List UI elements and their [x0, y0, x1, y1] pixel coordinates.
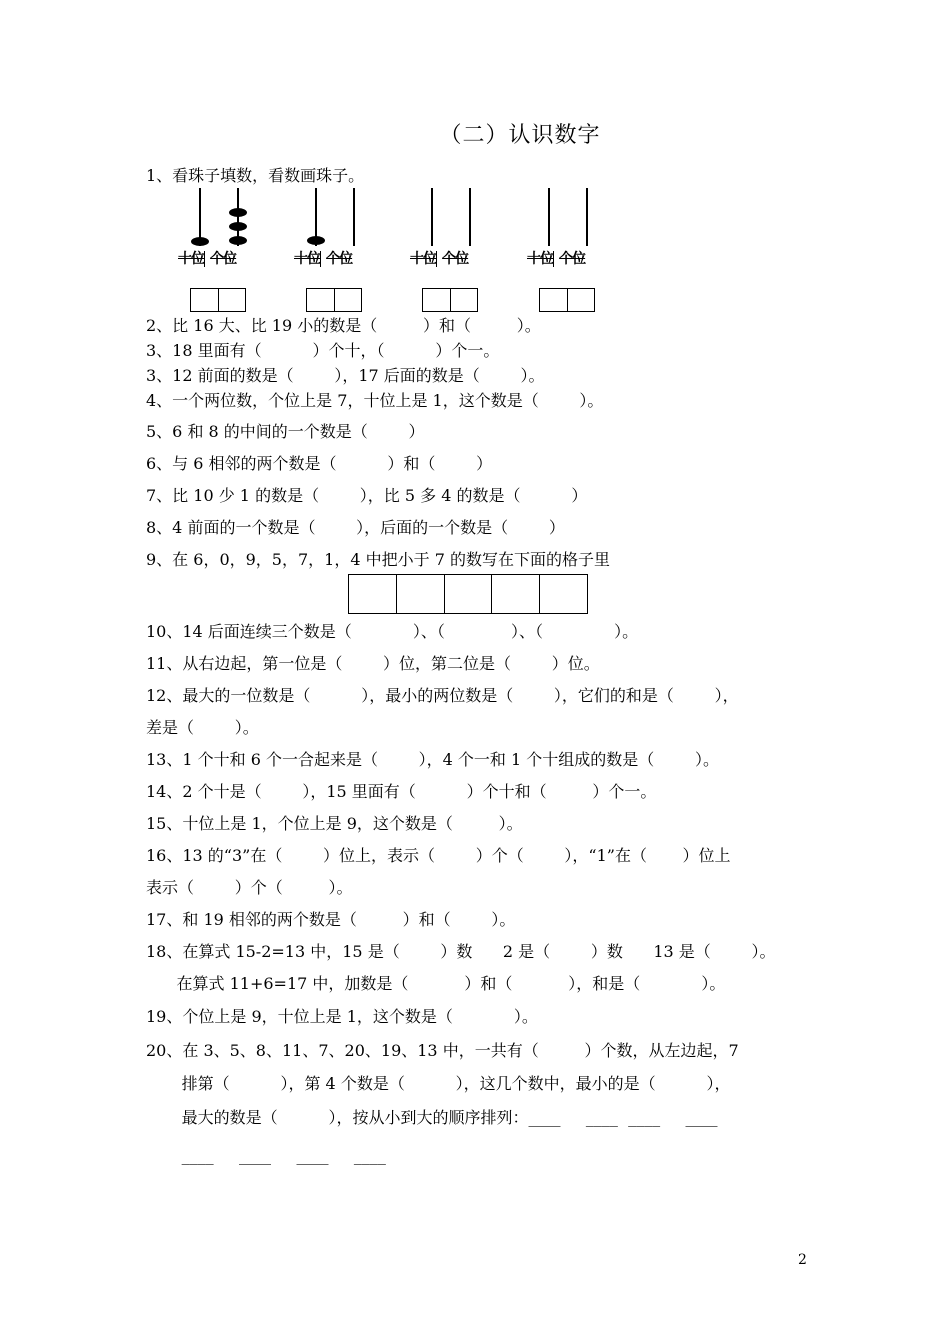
question-3a: 3、18 里面有（ ）个十，（ ）个一。 [146, 341, 500, 360]
abacus-frame [294, 246, 352, 273]
bead [229, 208, 247, 217]
question-1: 1、看珠子填数，看数画珠子。 [146, 166, 365, 185]
ones-label: 个位 [326, 251, 353, 267]
grid-cell [540, 575, 587, 613]
question-14: 14、2 个十是（ ），15 里面有（ ）个十和（ ）个一。 [146, 782, 657, 801]
ones-rod [586, 188, 588, 246]
page-title: （二）认识数字 [439, 123, 601, 148]
bead [191, 237, 209, 246]
question-18a: 18、在算式 15-2=13 中，15 是（ ）数 2 是（ ）数 13 是（ ）。 [146, 942, 776, 961]
question-6: 6、与 6 相邻的两个数是（ ）和（ ） [146, 454, 493, 473]
answer-grid [348, 574, 588, 614]
question-16: 16、13 的“3”在（ ）位上，表示（ ）个（ ），“1”在（ ）位上 [146, 846, 731, 865]
question-20c: 最大的数是（ ），按从小到大的顺序排列：____ ____ ____ ____ [146, 1108, 718, 1127]
question-20b: 排第（ ），第 4 个数是（ ），这几个数中，最小的是（ ）， [146, 1074, 731, 1093]
question-12-cont: 差是（ ）。 [146, 718, 259, 737]
question-10: 10、14 后面连续三个数是（ ）、（ ）、（ ）。 [146, 622, 639, 641]
question-5: 5、6 和 8 的中间的一个数是（ ） [146, 422, 425, 441]
bead [229, 222, 247, 231]
question-13: 13、1 个十和 6 个一合起来是（ ），4 个一和 1 个十组成的数是（ ）。 [146, 750, 719, 769]
bead [307, 236, 325, 245]
abacus-frame [410, 246, 468, 273]
bead [229, 236, 247, 245]
tens-rod [431, 188, 433, 246]
answer-box [539, 288, 595, 312]
page-number: 2 [798, 1252, 807, 1268]
ones-rod [353, 188, 355, 246]
grid-cell [492, 575, 540, 613]
question-19: 19、个位上是 9，十位上是 1，这个数是（ ）。 [146, 1007, 538, 1026]
abacus-frame [178, 246, 236, 273]
answer-box [190, 288, 246, 312]
tens-label: 十位 [294, 251, 320, 267]
grid-cell [349, 575, 397, 613]
answer-box [422, 288, 478, 312]
tens-label: 十位 [178, 251, 204, 267]
question-20a: 20、在 3、5、8、11、7、20、19、13 中，一共有（ ）个数，从左边起，7 [146, 1041, 739, 1060]
question-8: 8、4 前面的一个数是（ ），后面的一个数是（ ） [146, 518, 565, 537]
question-7: 7、比 10 少 1 的数是（ ），比 5 多 4 的数是（ ） [146, 486, 588, 505]
question-2: 2、比 16 大、比 19 小的数是（ ）和（ ）。 [146, 316, 541, 335]
abacus-frame [527, 246, 585, 273]
question-20d: ____ ____ ____ ____ [146, 1146, 386, 1165]
question-11: 11、从右边起，第一位是（ ）位，第二位是（ ）位。 [146, 654, 600, 673]
question-18b: 在算式 11+6=17 中，加数是（ ）和（ ），和是（ ）。 [146, 974, 726, 993]
grid-cell [445, 575, 493, 613]
tens-label: 十位 [410, 251, 436, 267]
question-16-cont: 表示（ ）个（ ）。 [146, 878, 353, 897]
ones-label: 个位 [442, 251, 469, 267]
question-12: 12、最大的一位数是（ ），最小的两位数是（ ），它们的和是（ ）， [146, 686, 739, 705]
ones-rod [469, 188, 471, 246]
ones-label: 个位 [559, 251, 586, 267]
question-3b: 3、12 前面的数是（ ），17 后面的数是（ ）。 [146, 366, 545, 385]
answer-box [306, 288, 362, 312]
question-15: 15、十位上是 1，个位上是 9，这个数是（ ）。 [146, 814, 523, 833]
tens-rod [548, 188, 550, 246]
question-9: 9、在 6，0，9，5，7，1，4 中把小于 7 的数写在下面的格子里 [146, 550, 610, 569]
tens-label: 十位 [527, 251, 553, 267]
question-17: 17、和 19 相邻的两个数是（ ）和（ ）。 [146, 910, 516, 929]
question-4: 4、一个两位数，个位上是 7，十位上是 1，这个数是（ ）。 [146, 391, 604, 410]
grid-cell [397, 575, 445, 613]
ones-label: 个位 [210, 251, 237, 267]
